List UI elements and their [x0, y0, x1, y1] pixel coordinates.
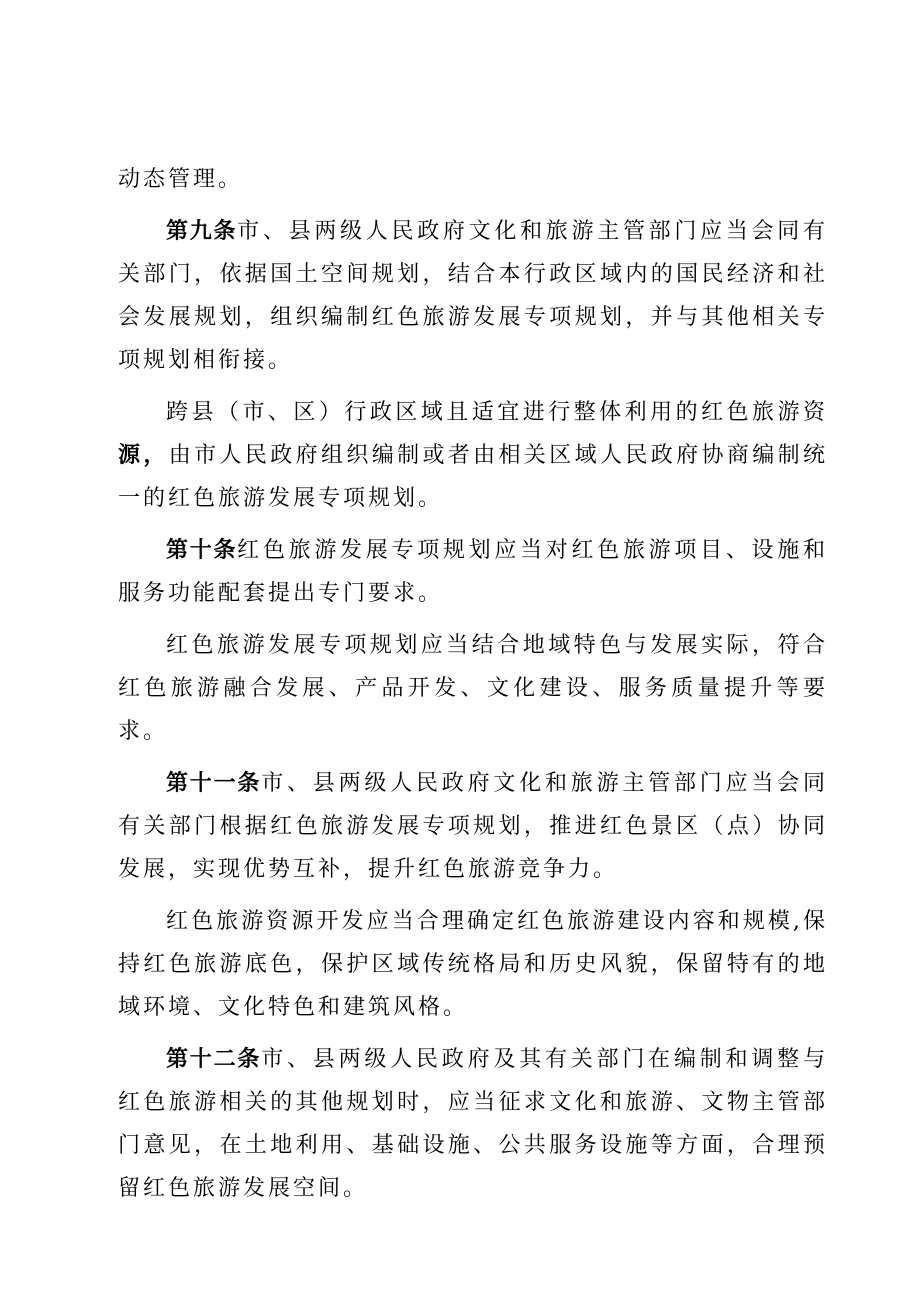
article-10-sub-paragraph — [118, 624, 828, 753]
article-number: 第十一条 — [166, 770, 262, 796]
paragraph-text: 市、县两级人民政府文化和旅游主管部门应当会同有关部门根据红色旅游发展专项规划，推进红色景区（点）协同发展，实现优势互补，提升红色旅游竞争力。 — [118, 771, 828, 882]
paragraph-text: 市、县两级人民政府文化和旅游主管部门应当会同有关部门，依据国土空间规划，结合本行政区域内的国民经济和社会发展规划，组织编制红色旅游发展专项规划，并与其他相关专项规划相衔接。 — [118, 219, 828, 373]
paragraph-text: 红色旅游资源开发应当合理确定红色旅游建设内容和规模,保持红色旅游底色，保护区域传统格局和历史风貌，保留特有的地域环境、文化特色和建筑风格。 — [118, 909, 828, 1020]
paragraph-text: 红色旅游发展专项规划应当结合地域特色与发展实际，符合红色旅游融合发展、产品开发、文化建设、服务质量提升等要求。 — [118, 633, 828, 744]
paragraph-text-after: 由市人民政府组织编制或者由相关区域人民政府协商编制统一的红色旅游发展专项规划。 — [118, 443, 828, 511]
paragraph-text-bold: 源， — [118, 442, 169, 468]
paragraph-continued — [118, 158, 828, 201]
document-body — [118, 158, 828, 1219]
paragraph-text-before: 跨县（市、区）行政区域且适宜进行整体利用的红色旅游资 — [166, 400, 828, 425]
article-12-paragraph — [118, 1038, 828, 1210]
article-11-paragraph — [118, 762, 828, 891]
paragraph-text: 市、县两级人民政府及其有关部门在编制和调整与红色旅游相关的其他规划时，应当征求文化和旅游、文物主管部门意见，在土地利用、基础设施、公共服务设施等方面，合理预留红色旅游发展空间。 — [118, 1047, 828, 1201]
article-11-sub-paragraph — [118, 900, 828, 1029]
article-10-paragraph — [118, 529, 828, 615]
paragraph-text: 动态管理。 — [118, 167, 244, 192]
article-number: 第十条 — [166, 537, 238, 563]
article-number: 第十二条 — [166, 1046, 262, 1072]
paragraph-text: 红色旅游发展专项规划应当对红色旅游项目、设施和服务功能配套提出专门要求。 — [118, 538, 828, 606]
article-number: 第九条 — [166, 218, 238, 244]
article-9-sub-paragraph — [118, 391, 828, 520]
article-9-paragraph — [118, 210, 828, 382]
